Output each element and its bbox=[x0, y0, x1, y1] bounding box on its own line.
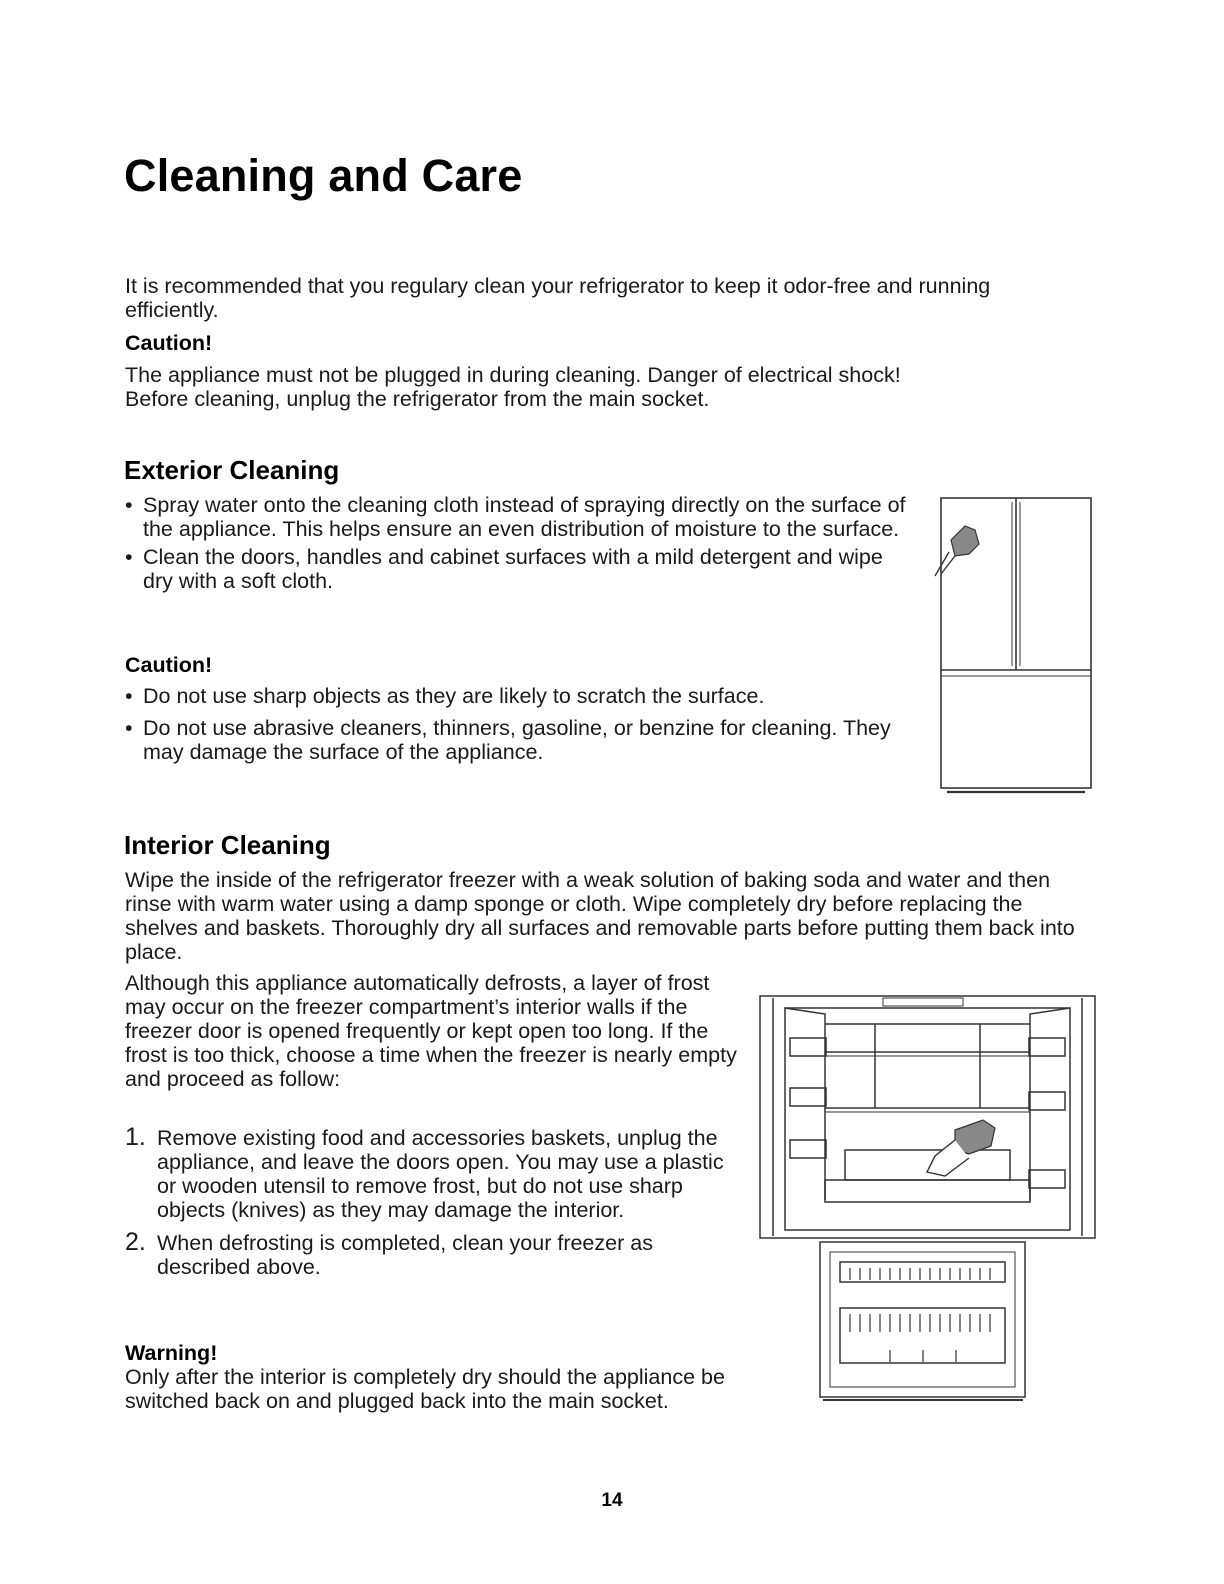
door-bin-right bbox=[1029, 1092, 1065, 1110]
exterior-caution-bullet bbox=[125, 684, 915, 708]
step-number: 2. bbox=[125, 1228, 146, 1256]
step-number: 1. bbox=[125, 1123, 146, 1151]
exterior-caution-text: Do not use abrasive cleaners, thinners, gasoline, or benzine for cleaning. They may damage the surface of the appliance. bbox=[143, 716, 891, 764]
warning-text: Only after the interior is completely dry should the appliance be switched back on and plugged back into the main socket. bbox=[125, 1365, 725, 1413]
intro-caution-line-2: Before cleaning, unplug the refrigerator from the main socket. bbox=[125, 387, 710, 411]
defrost-step bbox=[125, 1230, 737, 1279]
page-title: Cleaning and Care bbox=[124, 150, 523, 201]
lower-drawer bbox=[825, 1180, 1030, 1202]
exterior-bullet bbox=[125, 545, 903, 593]
refrigerator-open-illustration bbox=[755, 990, 1100, 1410]
door-bin-right bbox=[1029, 1170, 1065, 1188]
exterior-caution-label: Caution! bbox=[125, 653, 213, 677]
defrost-steps bbox=[125, 1125, 735, 1279]
intro-caution-label: Caution! bbox=[125, 331, 213, 355]
door-bin-left bbox=[790, 1038, 826, 1056]
interior-paragraph-1: Wipe the inside of the refrigerator freezer with a weak solution of baking soda and water and then rinse with warm water using a damp sponge or cloth. Wipe completely dry before replacing the shelves and baskets. Thoroughly dry all surfaces and removable parts before putting them back into place. bbox=[125, 868, 1075, 964]
defrost-step bbox=[125, 1125, 735, 1222]
door-bin-right bbox=[1029, 1038, 1065, 1056]
bullet-marker: • bbox=[125, 493, 133, 517]
warning-label: Warning! bbox=[125, 1341, 218, 1365]
exterior-heading: Exterior Cleaning bbox=[124, 455, 340, 485]
exterior-bullet-text: Clean the doors, handles and cabinet surfaces with a mild detergent and wipe dry with a soft cloth. bbox=[143, 545, 883, 593]
door-bin-left bbox=[790, 1140, 826, 1158]
exterior-caution-bullet bbox=[125, 716, 913, 764]
fridge-interior bbox=[785, 1008, 1070, 1230]
step-text: When defrosting is completed, clean your freezer as described above. bbox=[157, 1231, 653, 1279]
exterior-bullet-list bbox=[125, 493, 915, 593]
page-number: 14 bbox=[601, 1490, 623, 1511]
bullet-marker: • bbox=[125, 545, 133, 569]
exterior-caution-text: Do not use sharp objects as they are likely to scratch the surface. bbox=[143, 684, 765, 708]
step-text: Remove existing food and accessories baskets, unplug the appliance, and leave the doors open. You may use a plastic or wooden utensil to remove frost, but do not use sharp objects (knives) as they may damage the interior. bbox=[157, 1126, 724, 1222]
interior-paragraph-2: Although this appliance automatically defrosts, a layer of frost may occur on the freezer compartment’s interior walls if the freezer door is opened frequently or kept open too long. If the frost is too thick, choose a time when the freezer is nearly empty and proceed as follow: bbox=[125, 971, 737, 1091]
interior-heading: Interior Cleaning bbox=[124, 830, 331, 860]
cleaning-hand-icon bbox=[927, 1120, 995, 1176]
exterior-bullet-text: Spray water onto the cleaning cloth instead of spraying directly on the surface of the appliance. This helps ensure an even distribution of moisture to the surface. bbox=[143, 493, 906, 541]
crisper-drawer bbox=[845, 1150, 1010, 1180]
bullet-marker: • bbox=[125, 716, 133, 740]
exterior-bullet bbox=[125, 493, 915, 541]
intro-caution-line-1: The appliance must not be plugged in during cleaning. Danger of electrical shock! bbox=[125, 363, 901, 387]
exterior-caution-list bbox=[125, 684, 915, 764]
bullet-marker: • bbox=[125, 684, 133, 708]
refrigerator-closed-illustration bbox=[925, 490, 1100, 800]
intro-text: It is recommended that you regulary clean your refrigerator to keep it odor-free and running efficiently. bbox=[125, 274, 991, 322]
freezer-drawer bbox=[820, 1242, 1025, 1397]
door-bin-left bbox=[790, 1088, 826, 1106]
